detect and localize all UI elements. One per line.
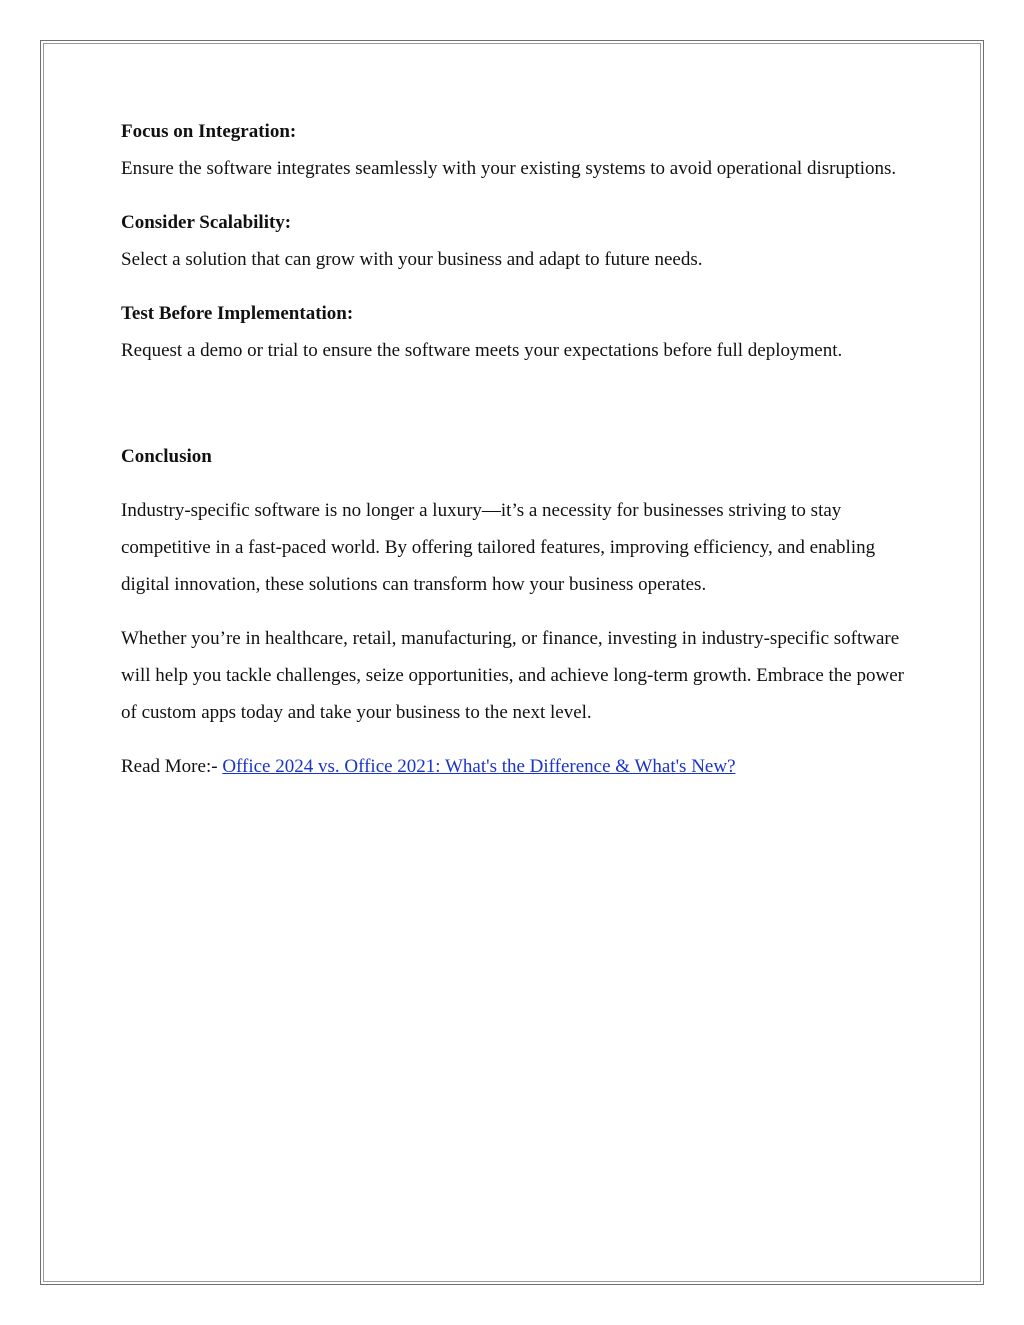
section-text: Select a solution that can grow with your business and adapt to future needs. xyxy=(121,249,703,270)
conclusion-paragraph: Whether you’re in healthcare, retail, manufacturing, or finance, investing in industry-specific software will help you tackle challenges, seize opportunities, and achieve long-term growth. Embrace the power of custom apps today and take your business to the next level. xyxy=(121,628,904,723)
section-testing xyxy=(121,295,911,369)
conclusion-paragraph: Industry-specific software is no longer a luxury—it’s a necessity for businesses striving to stay competitive in a fast-paced world. By offering tailored features, improving efficiency, and enabling digital innovation, these solutions can transform how your business operates. xyxy=(121,500,876,595)
read-more-line xyxy=(121,748,911,785)
read-more-label: Read More:- xyxy=(121,756,223,777)
conclusion-heading: Conclusion xyxy=(121,446,212,467)
document-body xyxy=(121,113,911,785)
section-heading: Focus on Integration: xyxy=(121,121,297,142)
section-heading: Consider Scalability: xyxy=(121,212,292,233)
section-integration xyxy=(121,113,911,187)
section-text: Request a demo or trial to ensure the software meets your expectations before full deployment. xyxy=(121,340,843,361)
section-scalability xyxy=(121,204,911,278)
conclusion-section xyxy=(121,438,911,731)
section-text: Ensure the software integrates seamlessly with your existing systems to avoid operational disruptions. xyxy=(121,158,897,179)
read-more-link[interactable]: Office 2024 vs. Office 2021: What's the Difference & What's New? xyxy=(222,756,736,777)
section-heading: Test Before Implementation: xyxy=(121,303,354,324)
